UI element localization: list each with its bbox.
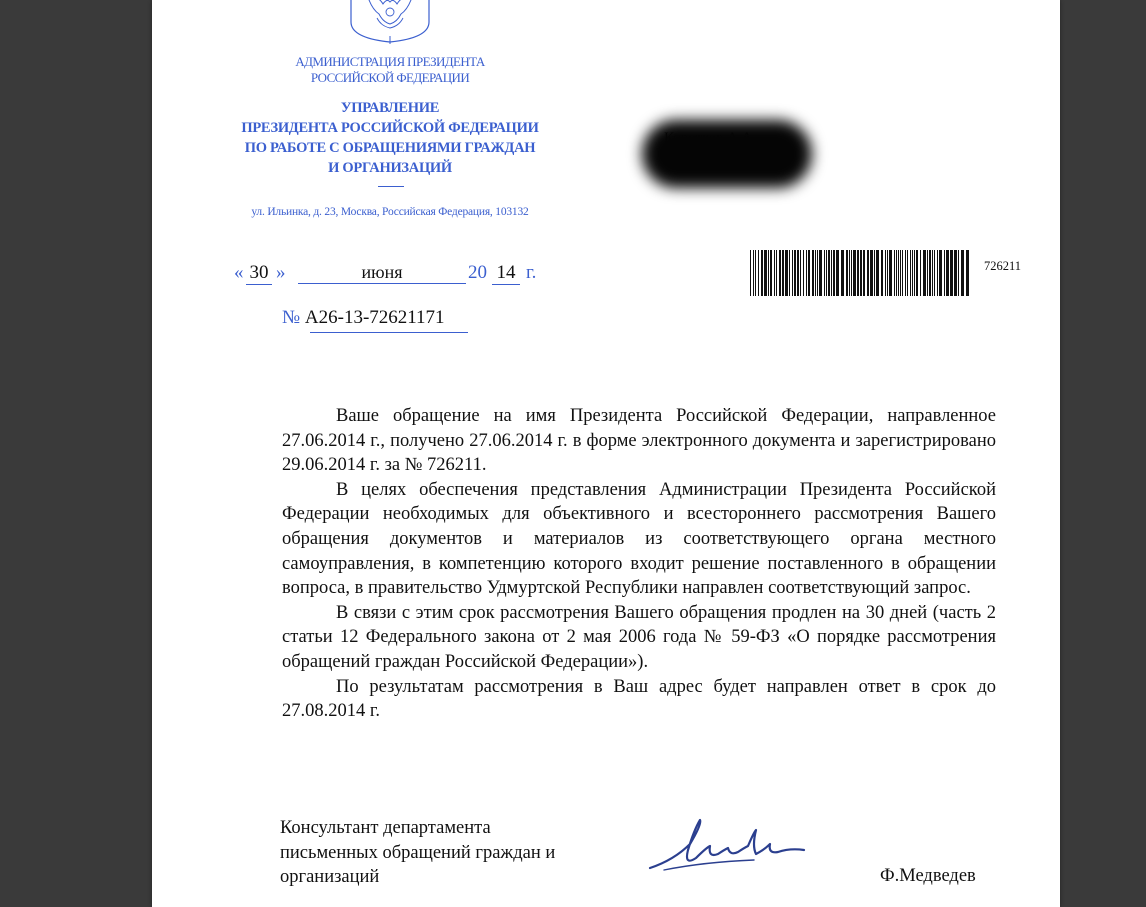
barcode-bar xyxy=(954,250,957,296)
number-sign: № xyxy=(282,307,301,328)
body-paragraph: В связи с этим срок рассмотрения Вашего обращения продлен на 30 дней (часть 2 статьи 12 Федерального закона от 2 мая 2006 года № 59-ФЗ «О порядке рассмотрения обращений граждан Российской Федерации»). xyxy=(282,602,996,672)
barcode-bar xyxy=(874,250,875,296)
barcode-bar xyxy=(966,250,969,296)
barcode-bar xyxy=(914,250,915,296)
barcode-bar xyxy=(768,250,769,296)
barcode-bar xyxy=(841,250,844,296)
barcode-bar xyxy=(932,250,933,296)
handwritten-signature xyxy=(644,810,814,882)
barcode-bar xyxy=(770,250,772,296)
barcode-bar xyxy=(889,250,892,296)
barcode-bar xyxy=(833,250,835,296)
barcode-bar xyxy=(758,250,759,296)
org-address: ул. Ильинка, д. 23, Москва, Российская Федерация, 103132 xyxy=(251,206,529,218)
barcode-bar xyxy=(815,250,816,296)
barcode-bar xyxy=(894,250,895,296)
barcode-bar xyxy=(800,250,801,296)
barcode-bar xyxy=(785,250,788,296)
barcode-bar xyxy=(885,250,886,296)
barcode-bar xyxy=(900,250,901,296)
barcode-bar xyxy=(812,250,814,296)
barcode-bar xyxy=(794,250,796,296)
barcode-bar xyxy=(939,250,942,296)
barcode-bar xyxy=(826,250,827,296)
barcode-bar xyxy=(817,250,818,296)
barcode-bar xyxy=(912,250,913,296)
org-dept-line: УПРАВЛЕНИЕ xyxy=(340,100,440,116)
barcode-bar xyxy=(824,250,825,296)
date-year-prefix: 20 xyxy=(468,262,487,283)
barcode-bar xyxy=(782,250,784,296)
document-page xyxy=(152,0,1060,907)
date-month: июня xyxy=(298,262,466,284)
org-admin-line: АДМИНИСТРАЦИЯ ПРЕЗИДЕНТА xyxy=(295,54,485,69)
barcode-bar xyxy=(946,250,949,296)
signatory-title-line: письменных обращений граждан и xyxy=(280,842,556,863)
barcode-bar xyxy=(846,250,848,296)
barcode-bar xyxy=(761,250,763,296)
barcode-bar xyxy=(792,250,793,296)
barcode-bar xyxy=(881,250,883,296)
barcode-bar xyxy=(808,250,810,296)
barcode-bar xyxy=(923,250,926,296)
org-dept-line: ПРЕЗИДЕНТА РОССИЙСКОЙ ФЕДЕРАЦИИ xyxy=(241,120,539,136)
barcode-bar xyxy=(806,250,807,296)
barcode-bar xyxy=(831,250,832,296)
barcode-bar xyxy=(828,250,830,296)
barcode-bar xyxy=(937,250,938,296)
date-year-suffix: 14 xyxy=(492,262,520,285)
barcode-bar xyxy=(910,250,911,296)
barcode-bar xyxy=(797,250,799,296)
letterhead-divider xyxy=(378,186,404,187)
org-admin-line: РОССИЙСКОЙ ФЕДЕРАЦИИ xyxy=(310,70,470,85)
barcode-bar xyxy=(934,250,935,296)
signatory-name: Ф.Медведев xyxy=(880,866,976,886)
org-admin-name xyxy=(242,54,538,86)
barcode-bar xyxy=(750,250,751,296)
barcode-bar xyxy=(907,250,908,296)
barcode-bar xyxy=(819,250,822,296)
body-paragraph: В целях обеспечения представления Администрации Президента Российской Федерации необходимых для объективного и всестороннего рассмотрения Вашего обращения документов и материалов из соответствующего органа местного самоуправления, в компетенцию которого входит решение поставленного в обращении вопроса, в правительство Удмуртской Республики направлен соответствующий запрос. xyxy=(282,479,996,599)
date-day: 30 xyxy=(246,262,272,285)
barcode-number: 726211 xyxy=(984,259,1022,273)
barcode-bar xyxy=(929,250,931,296)
barcode-bar xyxy=(753,250,754,296)
barcode-bar xyxy=(902,250,903,296)
barcode-bar xyxy=(860,250,862,296)
letter-date xyxy=(234,262,634,288)
barcode-bar xyxy=(755,250,756,296)
org-department-name xyxy=(212,98,568,178)
barcode-bar xyxy=(876,250,879,296)
coat-of-arms-icon xyxy=(347,0,433,44)
barcode-bar xyxy=(849,250,850,296)
registration-value: А26-13-72621171 xyxy=(304,307,445,328)
barcode-bar xyxy=(958,250,959,296)
body-paragraph: Ваше обращение на имя Президента Российской Федерации, направленное 27.06.2014 г., получено 27.06.2014 г. в форме электронного документа и зарегистрировано 29.06.2014 г. за № 726211. xyxy=(282,406,996,476)
barcode-bar xyxy=(887,250,888,296)
barcode-bar xyxy=(896,250,897,296)
signatory-title-line: организаций xyxy=(280,867,380,888)
barcode-bar xyxy=(870,250,873,296)
barcode-bar xyxy=(836,250,839,296)
barcode-bar xyxy=(803,250,804,296)
date-open-quote: « xyxy=(234,262,244,283)
barcode-bar xyxy=(863,250,865,296)
barcode-bar xyxy=(764,250,767,296)
registration-number xyxy=(282,307,445,329)
barcode-bar xyxy=(851,250,852,296)
barcode-bar xyxy=(916,250,918,296)
signatory-title xyxy=(280,816,555,890)
letter-body xyxy=(282,404,996,724)
barcode xyxy=(750,250,970,296)
barcode-bar xyxy=(779,250,781,296)
redaction-blur xyxy=(642,120,812,188)
barcode-bar xyxy=(927,250,928,296)
barcode-bar xyxy=(961,250,964,296)
barcode-bar xyxy=(853,250,856,296)
org-dept-line: ПО РАБОТЕ С ОБРАЩЕНИЯМИ ГРАЖДАН xyxy=(244,140,536,156)
barcode-bar xyxy=(776,250,777,296)
barcode-bar xyxy=(857,250,859,296)
org-dept-line: И ОРГАНИЗАЦИЙ xyxy=(328,160,452,176)
date-close-quote: » xyxy=(276,262,286,283)
barcode-bar xyxy=(867,250,869,296)
date-year-abbr: г. xyxy=(526,262,537,283)
barcode-bar xyxy=(789,250,790,296)
barcode-bar xyxy=(920,250,921,296)
signatory-title-line: Консультант департамента xyxy=(280,818,491,838)
barcode-bar xyxy=(898,250,899,296)
barcode-bar xyxy=(944,250,945,296)
barcode-bar xyxy=(950,250,953,296)
barcode-bar xyxy=(905,250,906,296)
body-paragraph: По результатам рассмотрения в Ваш адрес будет направлен ответ в срок до 27.08.2014 г. xyxy=(282,676,996,722)
registration-underline xyxy=(310,332,468,333)
barcode-bar xyxy=(774,250,775,296)
